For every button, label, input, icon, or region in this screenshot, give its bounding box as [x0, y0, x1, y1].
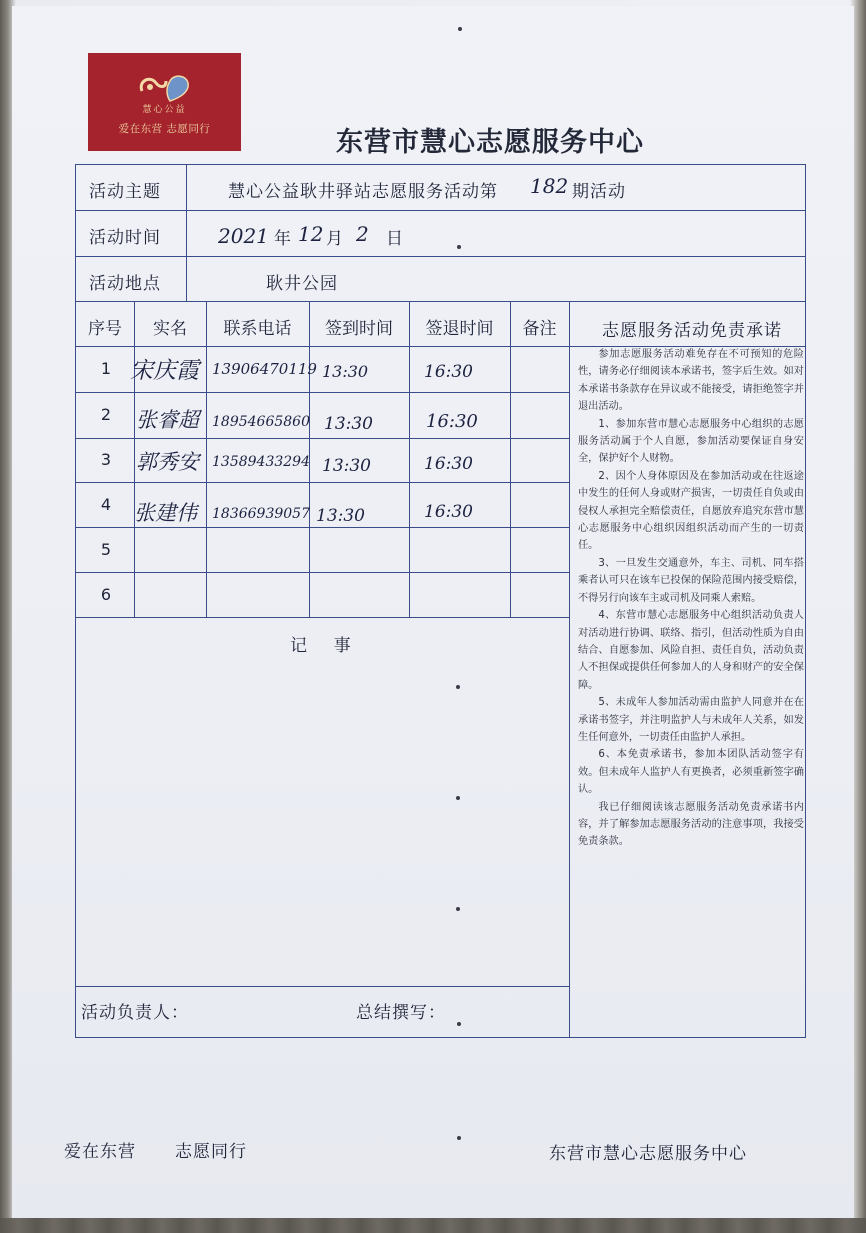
theme-label: 活动主题 [89, 182, 161, 202]
row-number: 5 [100, 540, 112, 559]
summary-label: 总结撰写： [356, 1003, 446, 1023]
logo-slogan: 爱在东营 志愿同行 [118, 123, 211, 135]
time-day: 2 [356, 222, 369, 246]
waiver-paragraph: 参加志愿服务活动难免存在不可预知的危险性，请务必仔细阅读本承诺书，签字后生效。如对本承诺书条款存在异议或不能接受，请拒绝签字并退出活动。 [578, 349, 804, 413]
place-label: 活动地点 [89, 274, 161, 294]
heart-hands-icon [136, 71, 194, 105]
footer-org: 东营市慧心志愿服务中心 [549, 1144, 747, 1164]
waiver-paragraph: 3、一旦发生交通意外，车主、司机、同车搭乘者认可只在该车已投保的保险范围内接受赔偿，不得另行向该车主或司机及同乘人索赔。 [578, 557, 804, 604]
volunteer-name: 郭秀安 [136, 450, 199, 474]
col-header-no: 序号 [88, 319, 122, 339]
volunteer-name: 张建伟 [134, 501, 197, 525]
time-month-unit: 月 [326, 229, 344, 249]
row-number: 3 [100, 450, 112, 469]
checkin-time: 13:30 [324, 414, 373, 434]
col-header-checkout: 签退时间 [425, 319, 494, 339]
waiver-paragraph: 4、东营市慧心志愿服务中心组织活动负责人对活动进行协调、联络、指引，但活动性质为自由结合、自愿参加、风险自担、责任自负，活动负责人不担保或提供任何参加人的人身和财产的安全保障。 [578, 610, 804, 691]
volunteer-phone: 13906470119 [212, 360, 317, 378]
punch-dot [457, 1136, 461, 1140]
row-number: 4 [100, 495, 112, 514]
place-value: 耿井公园 [266, 274, 338, 294]
volunteer-phone: 18954665860 [212, 414, 310, 430]
footer-slogan-left: 爱在东营 [64, 1142, 136, 1162]
waiver-text [578, 346, 804, 851]
volunteer-name: 宋庆霞 [130, 358, 199, 384]
checkout-time: 16:30 [424, 362, 473, 382]
waiver-paragraph: 2、因个人身体原因及在参加活动或在往返途中发生的任何人身或财产损害，一切责任自负或由侵权人承担完全赔偿责任，自愿放弃追究东营市慧心志愿服务中心组织因组织活动而产生的一切责任。 [578, 470, 804, 552]
col-header-phone: 联系电话 [223, 319, 292, 339]
checkin-time: 13:30 [322, 362, 369, 381]
row-number: 1 [100, 359, 112, 378]
waiver-paragraph: 5、未成年人参加活动需由监护人同意并在在承诺书签字，并注明监护人与未成年人关系，如发生任何意外，一切责任由监护人承担。 [578, 697, 804, 743]
volunteer-phone: 18366939057 [212, 506, 310, 522]
theme-number: 182 [530, 174, 569, 198]
notes-label: 记 事 [290, 636, 352, 656]
theme-value: 慧心公益耿井驿站志愿服务活动第 [228, 182, 498, 202]
col-header-remark: 备注 [522, 319, 557, 339]
volunteer-phone: 13589433294 [212, 454, 310, 470]
logo-mark-text: 慧心公益 [142, 105, 187, 115]
checkout-time: 16:30 [424, 502, 473, 522]
col-header-name: 实名 [153, 319, 187, 339]
time-label: 活动时间 [89, 228, 161, 248]
table-surface [0, 1218, 866, 1233]
waiver-paragraph: 1、参加东营市慧心志愿服务中心组织的志愿服务活动属于个人自愿，参加活动要保证自身安全，保护好个人财物。 [578, 418, 804, 465]
punch-dot [458, 27, 462, 31]
checkin-time: 13:30 [316, 506, 365, 526]
row-number: 6 [100, 585, 112, 604]
leader-label: 活动负责人： [81, 1003, 189, 1023]
checkout-time: 16:30 [426, 411, 478, 432]
col-header-checkin: 签到时间 [325, 319, 393, 339]
waiver-paragraph: 我已仔细阅读该志愿服务活动免责承诺书内容，并了解参加志愿服务活动的注意事项，我接受免责条款。 [578, 801, 804, 848]
waiver-title: 志愿服务活动免责承诺 [602, 321, 782, 341]
row-number: 2 [100, 405, 112, 424]
volunteer-name: 张睿超 [136, 408, 199, 432]
time-year: 2021 [218, 224, 269, 248]
footer-slogan-right: 志愿同行 [175, 1142, 247, 1162]
time-day-unit: 日 [386, 229, 404, 249]
time-year-unit: 年 [274, 229, 292, 249]
page-title: 东营市慧心志愿服务中心 [336, 127, 644, 158]
org-logo [88, 53, 241, 151]
waiver-paragraph: 6、本免责承诺书，参加本团队活动签字有效。但未成年人监护人有更换者，必须重新签字确认。 [578, 749, 804, 796]
checkout-time: 16:30 [424, 454, 473, 474]
theme-suffix: 期活动 [572, 182, 626, 202]
time-month: 12 [298, 222, 324, 246]
checkin-time: 13:30 [322, 456, 371, 476]
